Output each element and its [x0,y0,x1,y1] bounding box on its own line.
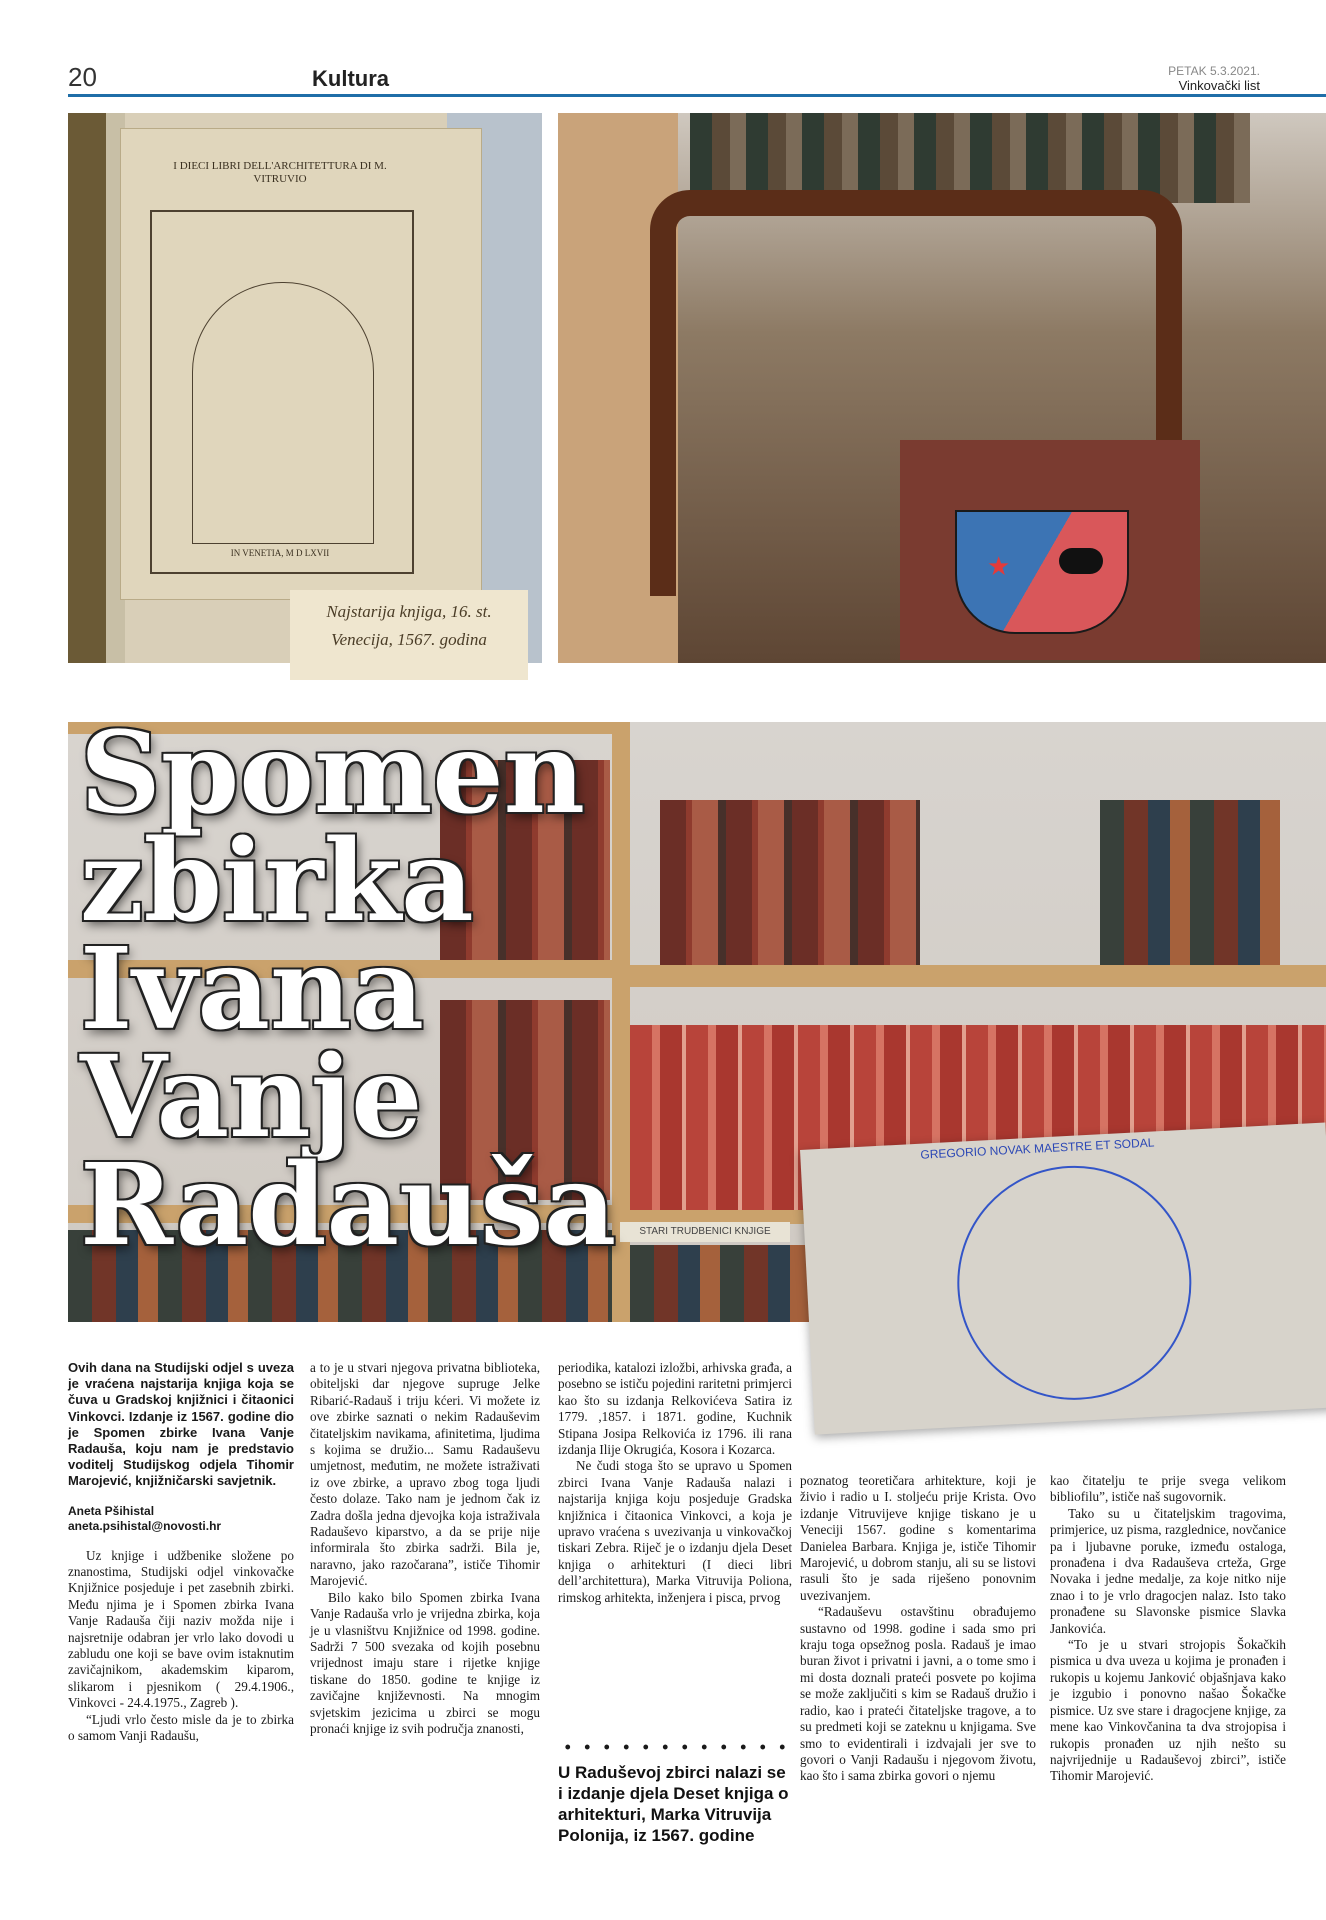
author-name: Aneta Pšihistal [68,1503,155,1518]
shelf-label: STARI TRUDBENICI KNJIGE [620,1222,790,1242]
article-column-2 [310,1360,540,1737]
section-title: Kultura [312,66,389,91]
headline [80,708,640,1271]
headline-line: Vanje [80,1032,423,1163]
paragraph: “To je u stvari strojopis Šokačkih pismica u dva uveza u kojima je pronađen i rukopis u kojemu Janković objašnjava kako je izgubio i ponovno našao Šokačke pismice. Uz sve stare i dragocjene knjige, za mene kao Vinkovčanina ta dva strojopisa i rukopis pronađen uz njih nešto su najvrijednije u Radauševoj zbirci”, ističe Tihomir Marojević. [1050,1637,1286,1784]
photo-caption-label [290,590,528,680]
books-row [630,1245,810,1322]
sketch-inscription: GREGORIO NOVAK MAESTRE ET SODAL [920,1135,1155,1162]
photo-drawing [800,1122,1326,1434]
paragraph: Uz knjige i udžbenike složene po znanostima, Studijski odjel vinkovačke Knjižnice posjeduje i pet zasebnih zbirki. Među njima je i Spomen zbirka Ivana Vanje Radauša čiji naziv možda nije i najsretnije odabran jer vrlo lako dovodi u zabludu one koji se bave ovim istaknutim zavičajnikom, akademskim kiparom, slikarom i pjesnikom ( 29.4.1906., Vinkovci - 24.4.1975., Zagreb ). [68,1547,294,1711]
caption-line-1: Najstarija knjiga, 16. st. [326,602,492,621]
pull-quote: U Raduševoj zbirci nalazi se i izdanje djela Deset knjiga o arhitekturi, Marka Vitruvija Polonija, iz 1567. godine [558,1763,789,1845]
article-column-1 [68,1360,294,1745]
paragraph: periodika, katalozi izložbi, arhivska građa, a posebno se ističu pojedini raritetni primjerci kao što su izdanja Relkovićeva Satira iz 1779. ,1857. i 1871. godine, Kuchnik Stipana Josipa Relkovića iz 1796. ili rana izdanja Ilije Okrugića, Kosora i Kozarca. [558,1360,792,1458]
books-row [660,800,920,965]
star-icon: ★ [987,552,1011,581]
headline-line: Ivana [80,924,425,1055]
paragraph: a to je u stvari njegova privatna biblioteka, obiteljski dar njegove supruge Jelke Ribarić-Radauš i triju kćeri. Vi možete iz ove zbirke saznati o nekim Radauševim čitateljskim navikama, afinitetima, ljudima s kojima se družio... Samu Radauševu umjetnost, međutim, ne možete istraživati iz ove zbirke, a upravo zbog toga ljudi često dolaze. Tako nam je jednom čak iz Zadra došla jedna djevojka koja istraživala Radauševo kiparstvo, a da se prije nije informirala što zbirka sadrži. Bila je, naravno, jako razočarana”, ističe Tihomir Marojević. [310,1360,540,1589]
article-column-3 [558,1360,792,1606]
headline-line: Radauša [80,1140,617,1271]
paragraph: Tako su u čitateljskim tragovima, primjerice, uz pisma, razglednice, novčanice pa i ljubavne poruke, između ostaloga, pronađena i dva Radauševa crteža, Grge Novaka i jedne medalje, za koje nitko nije znao i to je vrlo dragocjen nalaz. Isto tako pronađene su Slavonske pismice Slavka Jankovića. [1050,1505,1286,1636]
article-column-5 [1050,1473,1286,1785]
newspaper-name: Vinkovački list [1178,78,1260,93]
paragraph: “Ljudi vrlo često misle da je to zbirka o samom Vanji Radaušu, [68,1711,294,1744]
paragraph: “Radauševu ostavštinu obrađujemo sustavno od 1998. godine i sada smo pri kraju toga opsežnog posla. Radauš je imao buran život i privatni i javni, a o tome smo i mi dosta doznali prateći posvete po kojima se može zaključiti s kim se Radauš družio i radio, kao i prateći čitateljske tragove, a to su predmeti koji se zateknu u knjigama. Sve smo to evidentirali i izdvajali jer sve to govori o Vanji Radaušu i njegovom životu, kao što i sama zbirka govori o njemu [800,1604,1036,1784]
author-byline [68,1504,294,1534]
paragraph: Ne čudi stoga što se upravo u Spomen zbirci Ivana Vanje Radauša nalazi i najstarija knjiga koju posjeduje Gradska knjižnica i čitaonica Vinkovci, a koja je upravo vraćena s uvezivanja u vinkovačkoj tiskari Zebra. Riječ je o izdanju djela Deset knjiga o arhitekturi (I dieci libri dell’architettura), Marka Vitruvija Poliona, rimskog arhitekta, inženjera i pisca, prvog [558,1458,792,1605]
paragraph: kao čitatelju te prije svega velikom bibliofilu”, ističe naš sugovornik. [1050,1473,1286,1505]
article-column-4 [800,1473,1036,1785]
issue-date: PETAK 5.3.2021. [1168,64,1260,78]
books-row [1100,800,1280,965]
headline-line: zbirka [80,816,474,947]
header-rule [68,94,1326,97]
author-email: aneta.psihistal@novosti.hr [68,1518,222,1533]
pullquote-dots [558,1742,792,1752]
book-imprint: IN VENETIA, M D LXVII [230,548,330,558]
book-title-text: I DIECI LIBRI DELL'ARCHITETTURA DI M. VITRUVIO [173,160,387,185]
caption-line-2: Venecija, 1567. godina [331,630,487,649]
paragraph: Bilo kako bilo Spomen zbirka Ivana Vanje Radauša vrlo je vrijedna zbirka, koja je u vlasništvu Knjižnice od 1998. godine. Sadrži 7 500 svezaka od kojih posebnu vrijednost imaju stare i rijetke knjige tiskane do 1850. godine te knjige iz zavičajne književnosti. Na mnogim svjetskim jezicima u zbirci se mogu pronaći knjige iz svih područja znanosti, [310,1589,540,1736]
shelf-board [630,965,1326,987]
bull-icon [1059,548,1103,574]
paragraph: poznatog teoretičara arhitekture, koji je živio i radio u I. stoljeću prije Krista. Ovo izdanje Vitruvijeve knjige tiskano je u Veneciji 1567. godine s komentarima Danielea Barbara. Knjiga je, ističe Tihomir Marojević, u dobrom stanju, ali su se listovi rasuli što je sada riješeno ponovnim uvezivanjem. [800,1473,1036,1603]
headline-line: Spomen [80,708,586,839]
article-lead: Ovih dana na Studijski odjel s uveza je vraćena najstarija knjiga koja se čuva u Gradskoj knjižnici i čitaonici Vinkovci. Izdanje iz 1567. godine dio je Spomen zbirke Ivana Vanje Radauša, koju nam je predstavio voditelj Studijskog odjela Tihomir Marojević, knjižničarski savjetnik. [68,1360,294,1489]
engraved-arch [150,210,414,574]
coat-of-arms-icon [955,510,1129,634]
page-number: 20 [68,62,97,92]
